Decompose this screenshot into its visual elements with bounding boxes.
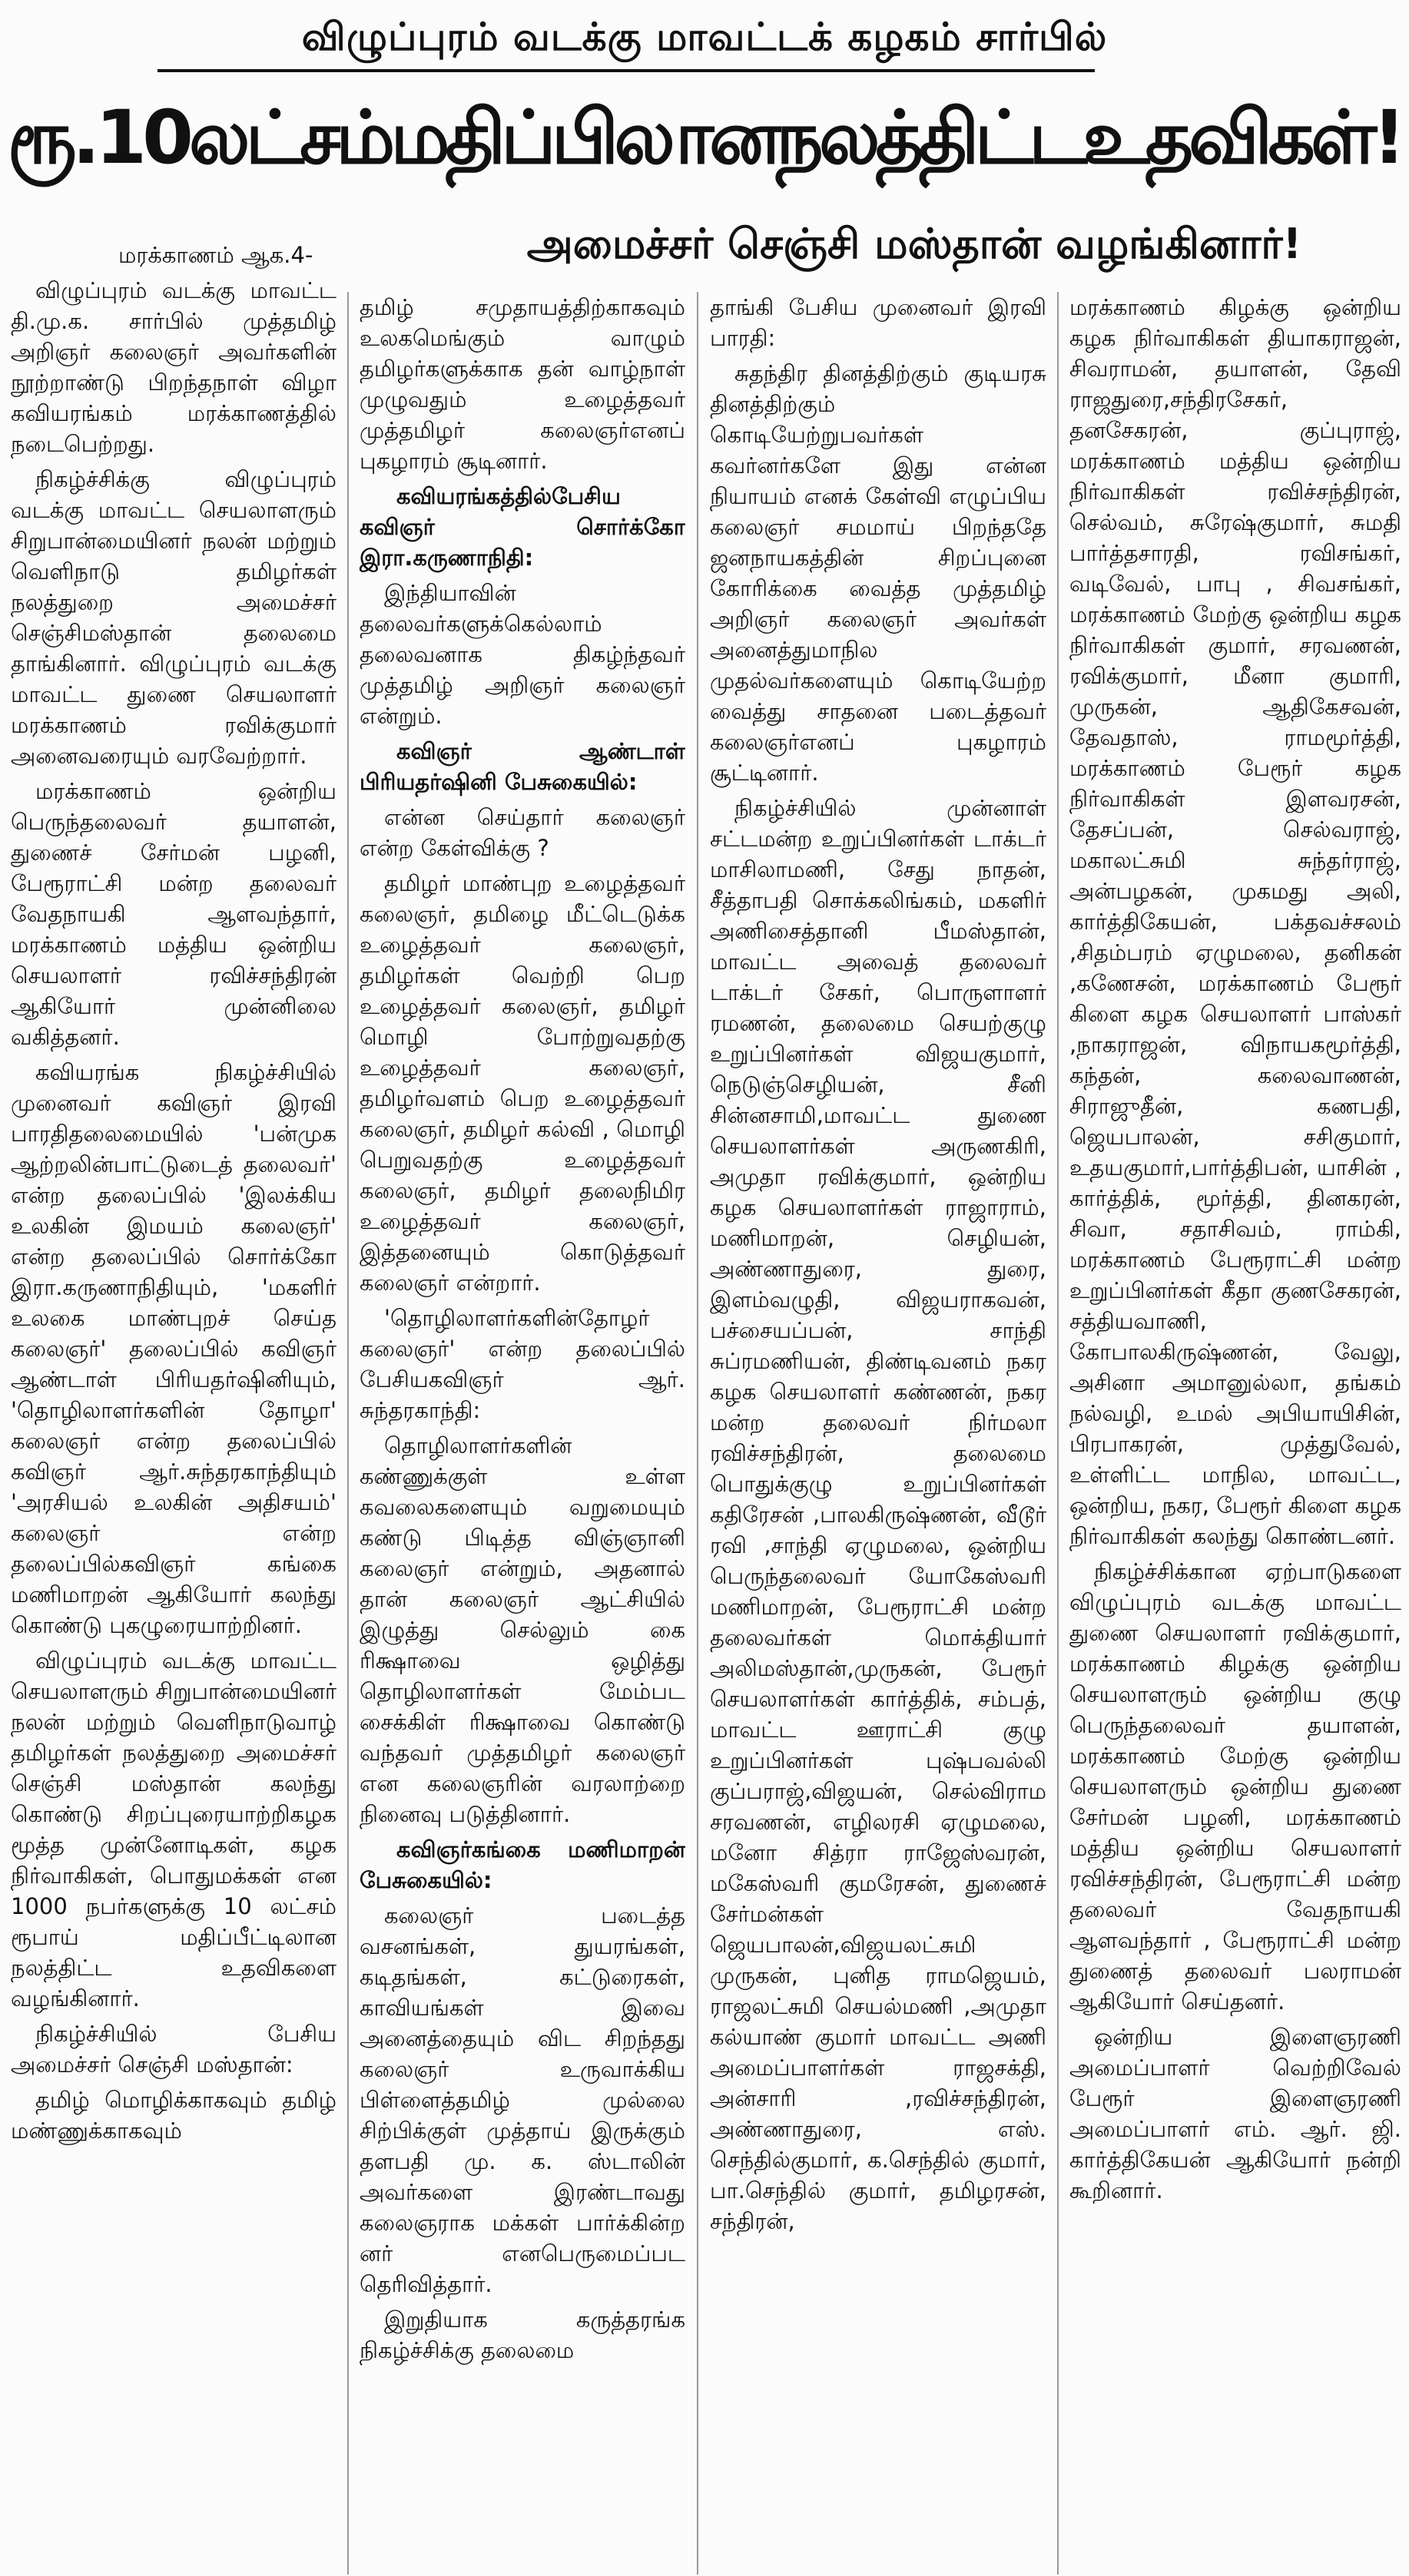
paragraph: என்ன செய்தார் கலைஞர் என்ற கேள்விக்கு ? [360, 804, 685, 861]
paragraph: விழுப்புரம் வடக்கு மாவட்ட தி.மு.க. சார்பில் முத்தமிழ் அறிஞர் கலைஞர் அவர்களின் நூற்றாண்டு பிறந்தநாள் விழா கவியரங்கம் மரக்காணத்தில் நடைபெற்றது. [11, 277, 337, 457]
paragraph: இந்தியாவின் தலைவர்களுக்கெல்லாம் தலைவனாக திகழ்ந்தவர் முத்தமிழ் அறிஞர் கலைஞர் என்றும். [360, 580, 685, 729]
subheadline: அமைச்சர் செஞ்சி மஸ்தான் வழங்கினார்! [526, 220, 1302, 268]
paragraph: தமிழ் சமுதாயத்திற்காகவும் உலகமெங்கும் வாழும் தமிழர்களுக்காக தன் வாழ்நாள் முழுவதும் உழைத்தவர் முத்தமிழர் கலைஞர்எனப் புகழாரம் சூடினார். [360, 294, 685, 474]
paragraph: மரக்காணம் கிழக்கு ஒன்றிய கழக நிர்வாகிகள் தியாகராஜன், சிவராமன், தயாளன், தேவி ராஜதுரை,சந்திரசேகர், தனசேகரன், குப்புராஜ், மரக்காணம் மத்திய ஒன்றிய நிர்வாகிகள் ரவிச்சந்திரன், செல்வம், சுரேஷ்குமார், சுமதி பார்த்தசாரதி, ரவிசங்கர், வடிவேல், பாபு , சிவசங்கர், மரக்காணம் மேற்கு ஒன்றிய கழக நிர்வாகிகள் குமார், சரவணன், ரவிக்குமார், மீனா குமாரி, முருகன், ஆதிகேசவன், தேவதாஸ், ராமமூர்த்தி, மரக்காணம் பேரூர் கழக நிர்வாகிகள் இளவரசன், தேசப்பன், செல்வராஜ், மகாலட்சுமி சுந்தர்ராஜ், அன்பழகன், முகமது அலி, கார்த்திகேயன், பக்தவச்சலம் ,சிதம்பரம் ஏழுமலை, தனிகன் ,கணேசன், மரக்காணம் பேரூர் கிளை கழக செயலாளர் பாஸ்கர் ,நாகராஜன், விநாயகமூர்த்தி, கந்தன், கலைவாணன், சிராஜுதீன், கணபதி, ஜெயபாலன், சசிகுமார், உதயகுமார்,பார்த்திபன், யாசின் , கார்த்திக், மூர்த்தி, தினகரன், சிவா, சதாசிவம், ராம்கி, மரக்காணம் பேரூராட்சி மன்ற உறுப்பினர்கள் கீதா குணசேகரன், சத்தியவாணி, கோபாலகிருஷ்ணன், வேலு, அசினா அமானுல்லா, தங்கம் நல்வழி, உமல் அபியாயிசின், பிரபாகரன், முத்துவேல், உள்ளிட்ட மாநில, மாவட்ட, ஒன்றிய, நகர, பேரூர் கிளை கழக நிர்வாகிகள் கலந்து கொண்டனர். [1069, 294, 1401, 1549]
speaker-heading: கவிஞர் ஆண்டாள் பிரியதர்ஷினி பேசுகையில்: [360, 738, 685, 795]
paragraph: தாங்கி பேசிய முனைவர் இரவி பாரதி: [710, 294, 1046, 351]
paragraph: தொழிலாளர்களின் கண்ணுக்குள் உள்ள கவலைகளையும் வறுமையும் கண்டு பிடித்த விஞ்ஞானி கலைஞர் என்றும், அதனால் தான் கலைஞர் ஆட்சியில் இழுத்து செல்லும் கை ரிக்ஷாவை ஒழித்து தொழிலாளர்கள் மேம்பட சைக்கிள் ரிக்ஷாவை கொண்டு வந்தவர் முத்தமிழர் கலைஞர் என கலைஞரின் வரலாற்றை நினைவு படுத்தினார். [360, 1432, 685, 1827]
paragraph: கலைஞர் படைத்த வசனங்கள், துயரங்கள், கடிதங்கள், கட்டுரைகள், காவியங்கள் இவை அனைத்தையும் விட சிறந்தது கலைஞர் உருவாக்கிய பிள்ளைத்தமிழ் முல்லை சிற்பிக்குள் முத்தாய் இருக்கும் தளபதி மு. க. ஸ்டாலின் அவர்களை இரண்டாவது கலைஞராக மக்கள் பார்க்கின்ற னர் எனபெருமைப்பட தெரிவித்தார். [360, 1902, 685, 2297]
article-column-3 [710, 292, 1046, 2574]
main-headline: ரூ.10லட்சம்மதிப்பிலானநலத்திட்டஉதவிகள்! [7, 94, 1402, 180]
paragraph: தமிழர் மாண்புற உழைத்தவர் கலைஞர், தமிழை மீட்டெடுக்க உழைத்தவர் கலைஞர், தமிழர்கள் வெற்றி பெற உழைத்தவர் கலைஞர், தமிழர் மொழி போற்றுவதற்கு உழைத்தவர் கலைஞர், தமிழர்வளம் பெற உழைத்தவர் கலைஞர், தமிழர் கல்வி , மொழி பெறுவதற்கு உழைத்தவர் கலைஞர், தமிழர் தலைநிமிர உழைத்தவர் கலைஞர், இத்தனையும் கொடுத்தவர் கலைஞர் என்றார். [360, 870, 685, 1296]
paragraph: விழுப்புரம் வடக்கு மாவட்ட செயலாளரும் சிறுபான்மையினர் நலன் மற்றும் வெளிநாடுவாழ் தமிழர்கள் நலத்துறை அமைச்சர் செஞ்சி மஸ்தான் கலந்து கொண்டு சிறப்புரையாற்றிகழக மூத்த முன்னோடிகள், கழக நிர்வாகிகள், பொதுமக்கள் என 1000 நபர்களுக்கு 10 லட்சம் ரூபாய் மதிப்பீட்டிலான நலத்திட்ட உதவிகளை வழங்கினார். [11, 1647, 337, 2011]
kicker-headline: விழுப்புரம் வடக்கு மாவட்டக் கழகம் சார்பில் [301, 15, 1108, 59]
paragraph: ஒன்றிய இளைஞரணி அமைப்பாளர் வெற்றிவேல் பேரூர் இளைஞரணி அமைப்பாளர் எம். ஆர். ஜி. கார்த்திகேயன் ஆகியோர் நன்றி கூறினார். [1069, 2024, 1401, 2204]
speaker-heading: கவியரங்கத்தில்பேசிய கவிஞர் சொர்க்கோ இரா.கருணாநிதி: [360, 483, 685, 571]
column-divider [347, 292, 349, 2574]
article-column-1 [11, 240, 337, 2574]
paragraph: நிகழ்ச்சியில் பேசிய அமைச்சர் செஞ்சி மஸ்தான்: [11, 2021, 337, 2078]
paragraph: 'தொழிலாளர்களின்தோழர் கலைஞர்' என்ற தலைப்பில் பேசியகவிஞர் ஆர். சுந்தரகாந்தி: [360, 1305, 685, 1423]
article-column-4 [1069, 292, 1401, 2574]
paragraph: இறுதியாக கருத்தரங்க நிகழ்ச்சிக்கு தலைமை [360, 2306, 685, 2363]
paragraph: சுதந்திர தினத்திற்கும் குடியரசு தினத்திற்கும் கொடியேற்றுபவர்கள் கவர்னர்களே இது என்ன நியாயம் எனக் கேள்வி எழுப்பிய கலைஞர் சமமாய் பிறந்ததே ஜனநாயகத்தின் சிறப்புனை கோரிக்கை வைத்த முத்தமிழ் அறிஞர் கலைஞர் அவர்கள் அனைத்துமாநில முதல்வர்களையும் கொடியேற்ற வைத்து சாதனை படைத்தவர் கலைஞர்எனப் புகழாரம் சூட்டினார். [710, 360, 1046, 786]
paragraph: மரக்காணம் ஒன்றிய பெருந்தலைவர் தயாளன், துணைச் சேர்மன் பழனி, பேரூராட்சி மன்ற தலைவர் வேதநாயகி ஆளவந்தார், மரக்காணம் மத்திய ஒன்றிய செயலாளர் ரவிச்சந்திரன் ஆகியோர் முன்னிலை வகித்தனர். [11, 778, 337, 1050]
paragraph: நிகழ்ச்சியில் முன்னாள் சட்டமன்ற உறுப்பினர்கள் டாக்டர் மாசிலாமணி, சேது நாதன், சீத்தாபதி சொக்கலிங்கம், மகளிர் அணிசைத்தானி பீமஸ்தான், மாவட்ட அவைத் தலைவர் டாக்டர் சேகர், பொருளாளர் ரமணன், தலைமை செயற்குழு உறுப்பினர்கள் விஜயகுமார், நெடுஞ்செழியன், சீனி சின்னசாமி,மாவட்ட துணை செயலாளர்கள் அருணகிரி, அமுதா ரவிக்குமார், ஒன்றிய கழக செயலாளர்கள் ராஜாராம், மணிமாறன், செழியன், அண்ணாதுரை, துரை, இளம்வழுதி, விஜயராகவன், பச்சையப்பன், சாந்தி சுப்ரமணியன், திண்டிவனம் நகர கழக செயலாளர் கண்ணன், நகர மன்ற தலைவர் நிர்மலா ரவிச்சந்திரன், தலைமை பொதுக்குழு உறுப்பினர்கள் கதிரேசன் ,பாலகிருஷ்ணன், வீடூர் ரவி ,சாந்தி ஏழுமலை, ஒன்றிய பெருந்தலைவர் யோகேஸ்வரி மணிமாறன், பேரூராட்சி மன்ற தலைவர்கள் மொக்தியார் அலிமஸ்தான்,முருகன், பேரூர் செயலாளர்கள் கார்த்திக், சம்பத், மாவட்ட ஊராட்சி குழு உறுப்பினர்கள் புஷ்பவல்லி குப்பராஜ்,விஜயன், செல்விராம சரவணன், எழிலரசி ஏழுமலை, மனோ சித்ரா ராஜேஸ்வரன், மகேஸ்வரி குமரேசன், துணைச் சேர்மன்கள் ஜெயபாலன்,விஜயலட்சுமி முருகன், புனித ராமஜெயம், ராஜலட்சுமி செயல்மணி ,அமுதா கல்யாண் குமார் மாவட்ட அணி அமைப்பாளர்கள் ராஜசக்தி, அன்சாரி ,ரவிச்சந்திரன், அண்ணாதுரை, எஸ். செந்தில்குமார், க.செந்தில் குமார், பா.செந்தில் குமார், தமிழரசன், சந்திரன், [710, 795, 1046, 2234]
column-divider [1057, 292, 1059, 2574]
article-column-2 [360, 292, 685, 2574]
column-divider [697, 292, 698, 2574]
paragraph: நிகழ்ச்சிக்கான ஏற்பாடுகளை விழுப்புரம் வடக்கு மாவட்ட துணை செயலாளர் ரவிக்குமார், மரக்காணம் கிழக்கு ஒன்றிய செயலாளரும் ஒன்றிய குழு பெருந்தலைவர் தயாளன், மரக்காணம் மேற்கு ஒன்றிய செயலாளரும் ஒன்றிய துணை சேர்மன் பழனி, மரக்காணம் மத்திய ஒன்றிய செயலாளர் ரவிச்சந்திரன், பேரூராட்சி மன்ற தலைவர் வேதநாயகி ஆளவந்தார் , பேரூராட்சி மன்ற துணைத் தலைவர் பலராமன் ஆகியோர் செய்தனர். [1069, 1558, 1401, 2015]
kicker-underline [157, 69, 1095, 72]
paragraph: தமிழ் மொழிக்காகவும் தமிழ் மண்ணுக்காகவும் [11, 2087, 337, 2144]
dateline: மரக்காணம் ஆக.4- [118, 242, 313, 268]
paragraph: நிகழ்ச்சிக்கு விழுப்புரம் வடக்கு மாவட்ட செயலாளரும் சிறுபான்மையினர் நலன் மற்றும் வெளிநாடு தமிழர்கள் நலத்துறை அமைச்சர் செஞ்சிமஸ்தான் தலைமை தாங்கினார். விழுப்புரம் வடக்கு மாவட்ட துணை செயலாளர் மரக்காணம் ரவிக்குமார் அனைவரையும் வரவேற்றார். [11, 466, 337, 769]
paragraph: கவியரங்க நிகழ்ச்சியில் முனைவர் கவிஞர் இரவி பாரதிதலைமையில் 'பன்முக ஆற்றலின்பாட்டுடைத் தலைவர்' என்ற தலைப்பில் 'இலக்கிய உலகின் இமயம் கலைஞர்' என்ற தலைப்பில் சொர்க்கோ இரா.கருணாநிதியும், 'மகளிர் உலகை மாண்புறச் செய்த கலைஞர்' தலைப்பில் கவிஞர் ஆண்டாள் பிரியதர்ஷினியும், 'தொழிலாளர்களின் தோழா' கலைஞர் என்ற தலைப்பில் கவிஞர் ஆர்.சுந்தரகாந்தியும் 'அரசியல் உலகின் அதிசயம்' கலைஞர் என்ற தலைப்பில்கவிஞர் கங்கை மணிமாறன் ஆகியோர் கலந்து கொண்டு புகழுரையாற்றினர். [11, 1059, 337, 1638]
speaker-heading: கவிஞர்கங்கை மணிமாறன் பேசுகையில்: [360, 1836, 685, 1893]
